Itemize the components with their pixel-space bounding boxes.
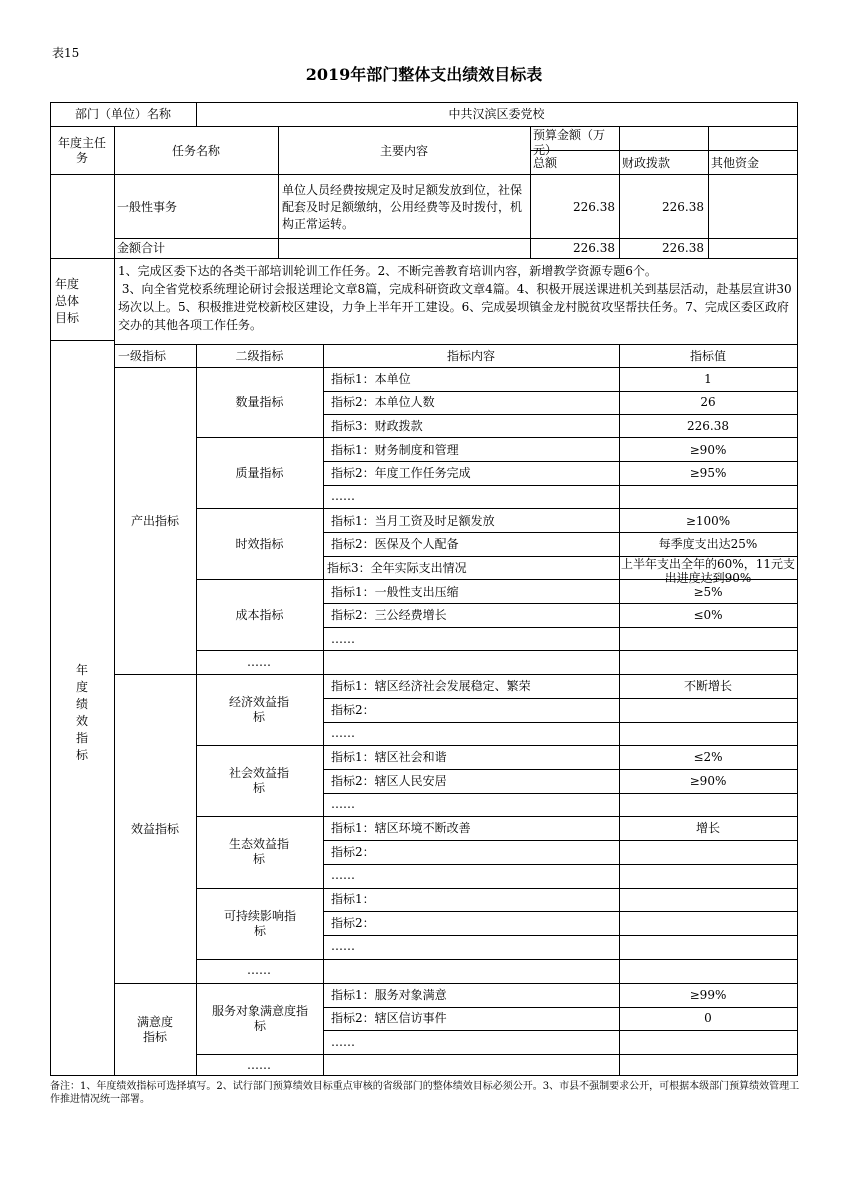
cost-indicators: 成本指标 xyxy=(235,608,284,622)
ellipsis-row: …… xyxy=(331,797,355,811)
q3-value: 226.38 xyxy=(687,419,729,433)
fiscal-header: 财政拨款 xyxy=(622,156,671,170)
e1-value: 不断增长 xyxy=(683,679,732,693)
s2-value: ≥90% xyxy=(689,774,727,788)
g1: 指标1：辖区环境不断改善 xyxy=(331,821,471,835)
m1-value: ≥99% xyxy=(689,988,727,1002)
dept-name: 中共汉滨区委党校 xyxy=(448,107,545,121)
s1: 指标1：辖区社会和谐 xyxy=(331,750,447,764)
s2: 指标2：辖区人民安居 xyxy=(331,774,447,788)
sustainable-impact: 可持续影响指标 xyxy=(223,909,296,938)
ellipsis-row: …… xyxy=(247,1058,271,1072)
footnote: 备注：1、年度绩效指标可选择填写。2、试行部门预算绩效目标重点审核的省级部门的整体绩效目标必须公开。3、市县不强制要求公开，可根据本级部门预算绩效管理工作推进情况统一部署。 xyxy=(50,1081,800,1105)
ellipsis-row: …… xyxy=(331,1035,355,1049)
q1-value: 1 xyxy=(704,372,712,386)
q1: 指标1：本单位 xyxy=(331,372,411,386)
budget-header: 预算金额（万元） xyxy=(533,128,606,157)
other-header: 其他资金 xyxy=(711,156,760,170)
year-goal-text: 1、完成区委下达的各类干部培训轮训工作任务。2、不断完善教育培训内容，新增教学资源专题6个。 3、向全省党校系统理论研讨会报送理论文章8篇，完成科研资政文章4篇。4、积极开展送课进机关到基层活动，赴基层宣讲30场次以上。5、积极推进党校新校区建设，力争上半年开工建设。6、完成晏坝镇金龙村脱贫攻坚帮扶任务。7、完成区委区政府交办的其他各项工作任务。 xyxy=(118,264,792,332)
ql1-value: ≥90% xyxy=(689,443,727,457)
total-header: 总额 xyxy=(533,156,558,170)
t1-value: ≥100% xyxy=(685,514,731,528)
ql2-value: ≥95% xyxy=(689,466,727,480)
year-task-header: 年度主任务 xyxy=(57,136,106,165)
ql2: 指标2：年度工作任务完成 xyxy=(331,466,471,480)
c1: 指标1：一般性支出压缩 xyxy=(331,585,459,599)
ellipsis-row: …… xyxy=(331,726,355,740)
col-content: 指标内容 xyxy=(446,349,495,363)
m1: 指标1：服务对象满意 xyxy=(331,988,447,1002)
ellipsis-row: …… xyxy=(331,868,355,882)
m2-value: 0 xyxy=(704,1011,712,1025)
eco-benefit: 生态效益指标 xyxy=(228,837,289,866)
perf-indicators-label: 年度绩效指标 xyxy=(75,663,88,762)
main-content-header: 主要内容 xyxy=(379,144,428,158)
col-level1: 一级指标 xyxy=(118,349,167,363)
s1-value: ≤2% xyxy=(693,750,723,764)
ql1: 指标1：财务制度和管理 xyxy=(331,443,459,457)
e2: 指标2： xyxy=(331,703,375,717)
ellipsis-row: …… xyxy=(247,963,271,977)
t3-value: 上半年支出全年的60%，11元支出进度达到90% xyxy=(621,557,795,585)
social-benefit: 社会效益指标 xyxy=(228,766,289,795)
c2-value: ≤0% xyxy=(693,608,723,622)
c1-value: ≥5% xyxy=(693,585,723,599)
page-title: 2019年部门整体支出绩效目标表 xyxy=(305,65,543,84)
g1-value: 增长 xyxy=(695,821,720,835)
sum-fiscal: 226.38 xyxy=(662,241,704,255)
ellipsis-row: …… xyxy=(247,655,271,669)
ellipsis-row: …… xyxy=(331,939,355,953)
t2: 指标2：医保及个人配备 xyxy=(331,537,459,551)
output-indicators: 产出指标 xyxy=(130,514,179,528)
task-name: 一般性事务 xyxy=(117,200,178,214)
t2-value: 每季度支出达25% xyxy=(658,537,758,551)
task-fiscal: 226.38 xyxy=(662,200,704,214)
c2: 指标2：三公经费增长 xyxy=(331,608,447,622)
g2: 指标2： xyxy=(331,845,375,859)
ellipsis-row: …… xyxy=(331,632,355,646)
satisfaction-indicators: 满意度指标 xyxy=(136,1015,173,1044)
e1: 指标1：辖区经济社会发展稳定、繁荣 xyxy=(331,679,531,693)
task-name-header: 任务名称 xyxy=(171,144,220,158)
timeliness-indicators: 时效指标 xyxy=(235,537,284,551)
dept-label: 部门（单位）名称 xyxy=(74,107,171,121)
q3: 指标3：财政拨款 xyxy=(331,419,423,433)
t3: 指标3：全年实际支出情况 xyxy=(327,561,467,575)
table-number: 表15 xyxy=(52,46,80,60)
sum-label: 金额合计 xyxy=(117,241,166,255)
benefit-indicators: 效益指标 xyxy=(130,822,179,836)
sum-total: 226.38 xyxy=(573,241,615,255)
u1: 指标1： xyxy=(331,892,375,906)
col-value: 指标值 xyxy=(689,349,726,363)
quality-indicators: 质量指标 xyxy=(235,466,284,480)
task-content: 单位人员经费按规定及时足额发放到位，社保配套及时足额缴纳，公用经费等及时拨付，机构正常运转。 xyxy=(282,183,523,231)
task-total: 226.38 xyxy=(573,200,615,214)
economic-benefit: 经济效益指标 xyxy=(228,695,289,724)
year-goal-label: 年度总体目标 xyxy=(55,277,80,325)
service-satisfaction: 服务对象满意度指标 xyxy=(212,1004,309,1033)
q2-value: 26 xyxy=(700,395,716,409)
u2: 指标2： xyxy=(331,916,375,930)
ellipsis-row: …… xyxy=(331,489,355,503)
m2: 指标2：辖区信访事件 xyxy=(331,1011,447,1025)
t1: 指标1：当月工资及时足额发放 xyxy=(331,514,495,528)
q2: 指标2：本单位人数 xyxy=(331,395,435,409)
col-level2: 二级指标 xyxy=(235,349,284,363)
quantity-indicators: 数量指标 xyxy=(235,395,284,409)
